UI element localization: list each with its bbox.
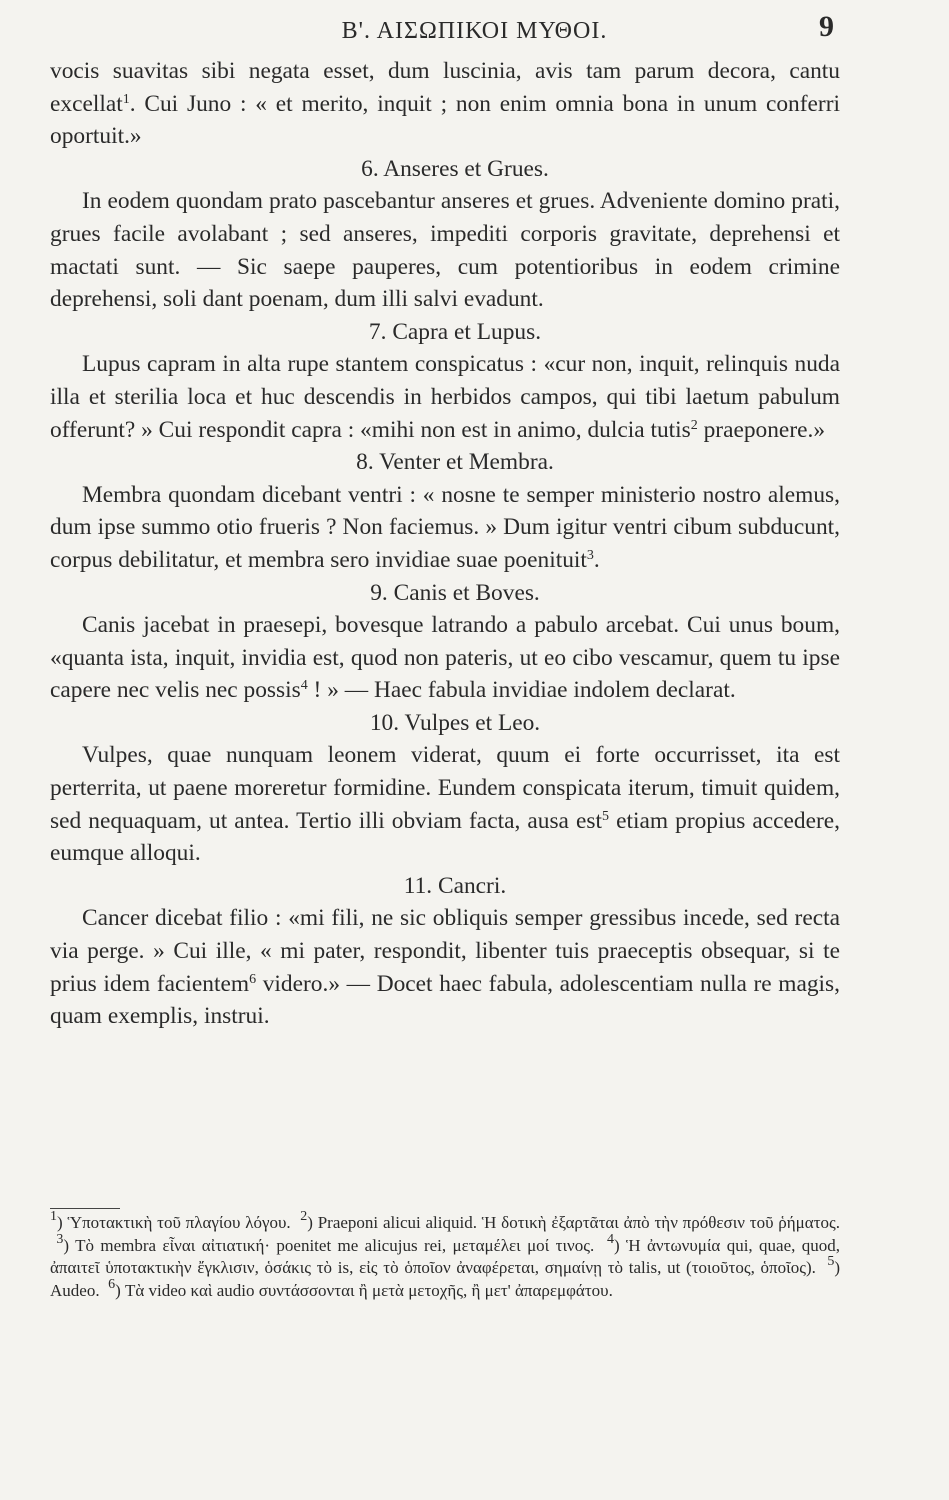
footnote-text: Audeo. [50,1280,100,1300]
fable-heading: 10. Vulpes et Leo. [369,709,541,736]
footnote-ref: 6 [249,971,257,987]
footnote-ref: 1 [122,91,130,107]
fable-text: Cancer dicebat filio : «mi fili, ne sic obliquis semper gressibus incede, sed recta via perge. » Cui ille, « mi pater, respondit, libenter tuis praeceptis obsequar, si te prius idem facientem$^6$ videro.» — Docet haec fabula, adolescentiam nulla re magis, quam exemplis, instrui. [50,905,841,1030]
fable-text: In eodem quondam prato pascebantur anseres et grues. Adveniente domino prati, grues facile avolabant ; sed anseres, impediti corporis gravitate, deprehensi et mactati sunt. — Sic saepe pauperes, cum potentioribus in eodem crimine deprehensi, soli dant poenam, dum illi salvi evadunt. [50,188,840,313]
footnote-text: Praeponi alicui aliquid. Ἡ δοτικὴ ἐξαρτᾶται ἀπὸ τὴν πρόθεσιν τοῦ ῥήματος. [317,1213,841,1232]
footnote-text: Ἡ ἀντωνυμία qui, quae, quod, ἀπαιτεῖ ὑποτακτικὴν ἔγκλισιν, ὁσάκις τὸ is, εἰς τὸ ὁποῖον ἀναφέρεται, σημαίνῃ τὸ talis, ut (τοιοῦτος, ὁποῖος). [50,1235,841,1277]
footnote-ref: 2 [690,417,698,433]
footnote-number: 5 [827,1254,835,1269]
footnote-ref: 3 [586,547,594,563]
fable-text: Lupus capram in alta rupe stantem conspicatus : «cur non, inquit, relinquis nuda illa et sterilia loca et huc descendis in herbidos campos, qui tibi laetum pabulum offerunt? » Cui respondit capra : «mihi non est in animo, dulcia tutis$^2$ praeponere.» [50,351,840,443]
fable-heading: 11. Cancri. [403,872,507,899]
fable-text: Canis jacebat in praesepi, bovesque latrando a pabulo arcebat. Cui unus boum, «quanta ista, inquit, invidia est, quod non pateris, ut eo cibo vescamur, quem tu ipse capere nec velis nec possis$^4$ ! » — Haec fabula invidiae indolem declarat. [50,612,840,704]
footnote-number: 4 [606,1231,614,1247]
main-text [50,55,840,1033]
fable-continuation: vocis suavitas sibi negata esset, dum luscinia, avis tam parum decora, cantu excellat$^1$. Cui Juno : « et merito, inquit ; non enim omnia bona in unum conferri oportuit.» [50,58,840,150]
fable-heading: 6. Anseres et Grues. [361,155,549,182]
footnote-ref: 4 [300,678,308,694]
footnote-number: 3 [56,1231,64,1247]
footnote-text: Ὑποτακτικὴ τοῦ πλαγίου λόγου. [67,1213,291,1232]
fable-heading: 7. Capra et Lupus. [368,318,542,345]
running-title: Β'. ΑΙΣΩΠΙΚΟΙ ΜΥΘΟΙ. [341,18,608,44]
running-head [0,8,949,48]
footnote-number: 6 [108,1276,116,1292]
footnote-text: Τὸ membra εἶναι αἰτιατική· poenitet me alicujus rei, μεταμέλει μοί τινος. [75,1235,595,1255]
footnote-ref: 5 [602,808,610,824]
fable-text: Vulpes, quae nunquam leonem viderat, quum ei forte occurrisset, ita est perterrita, ut paene moreretur formidine. Eundem conspicata iterum, timuit quidem, sed nequaquam, ut antea. Tertio illi obviam facta, ausa est$^5$ etiam propius accedere, eumque alloqui. [50,742,841,867]
footnote-text: Τὰ video καὶ audio συντάσσονται ἢ μετὰ μετοχῆς, ἢ μετ' ἀπαρεμφάτου. [125,1280,613,1300]
footnote-number: 2 [300,1209,308,1224]
fable-text: Membra quondam dicebant ventri : « nosne te semper ministerio nostro alemus, dum ipse summo otio frueris ? Non faciemus. » Dum igitur ventri cibum subducunt, corpus debilitatur, et membra sero invidiae suae poenituit$^3$. [50,481,840,573]
footnote-rule [50,1208,120,1209]
footnotes: $^1$) Ὑποτακτικὴ τοῦ πλαγίου λόγου. $^2$) Praeponi alicui aliquid. Ἡ δοτικὴ ἐξαρτᾶται ἀπὸ τὴν πρόθεσιν τοῦ ῥήματος. $^3$) Τὸ membra εἶναι αἰτιατική· poenitet me alicujus rei, μεταμέλει μοί τινος. $^4$) Ἡ ἀντωνυμία qui, quae, quod, ἀπαιτεῖ ὑποτακτικὴν ἔγκλισιν, ὁσάκις τὸ is, εἰς τὸ ὁποῖον ἀναφέρεται, σημαίνῃ τὸ talis, ut (τοιοῦτος, ὁποῖος). $^5$) Audeo. $^6$) Τὰ video καὶ audio συντάσσονται ἢ μετὰ μετοχῆς, ἢ μετ' ἀπαρεμφάτου. [50,1209,841,1300]
fable-heading: 9. Canis et Boves. [370,579,540,606]
fable-heading: 8. Venter et Membra. [356,449,554,476]
footnote-number: 1 [50,1209,57,1224]
page-number: 9 [819,10,834,43]
